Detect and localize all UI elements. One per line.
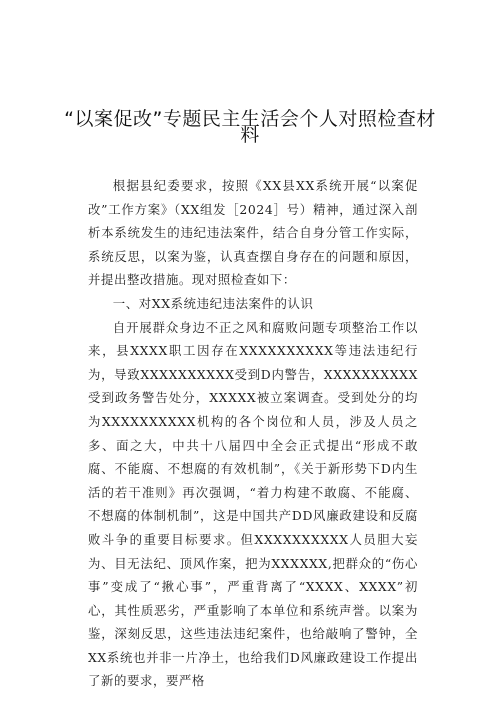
intro-paragraph: 根据县纪委要求，按照《XX县XX系统开展“以案促改”工作方案》（XX组发［2024］号）精神，通过深入剖析本系统发生的违纪违法案件，结合自身分管工作实际，系统反思，以案为鉴，认真查摆自身存在的问题和原因，并提出整改措施。现对照检查如下：: [88, 178, 418, 288]
document-body: [88, 174, 418, 693]
section-paragraph: 自开展群众身边不正之风和腐败问题专项整治工作以来，县XXXX职工因存在XXXXXXXXXX等违法违纪行为，导致XXXXXXXXXX受到D内警告，XXXXXXXXXX受到政务警告处分，XXXXX被立案调查。受到处分的均为XXXXXXXXXX机构的各个岗位和人员，涉及人员之多、面之大，中共十八届四中全会正式提出“形成不敢腐、不能腐、不想腐的有效机制”，《关于新形势下D内生活的若干准则》再次强调，“着力构建不敢腐、不能腐、不想腐的体制机制”，这是中国共产DD风廉政建设和反腐败斗争的重要目标要求。但XXXXXXXXXX人员胆大妄为、目无法纪、顶风作案，把为XXXXXX,把群众的“伤心事”变成了“揪心事”，严重背离了“XXXX、XXXX”初心，其性质恶劣，严重影响了本单位和系统声誉。以案为鉴，深刻反思，这些违法违纪案件，也给敲响了警钟，全XX系统也并非一片净土，也给我们D风廉政建设工作提出了新的要求，要严格: [88, 319, 418, 689]
document-title-line-1: “以案促改”专题民主生活会个人对照检查材: [64, 108, 436, 130]
document-title-line-2: 料: [240, 124, 260, 146]
section-heading: 一、对XX系统违纪违法案件的认识: [112, 295, 314, 311]
